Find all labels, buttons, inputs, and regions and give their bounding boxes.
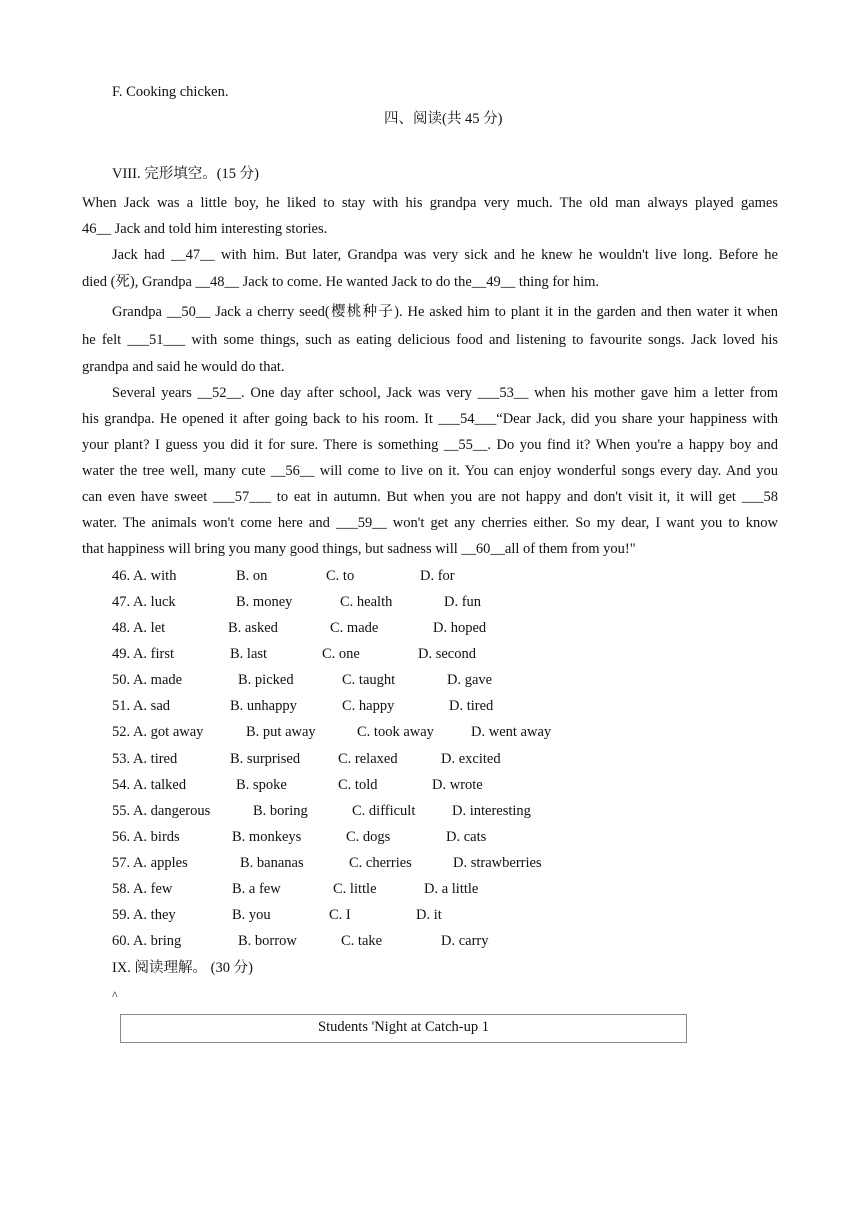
option-b: B. on [236, 568, 268, 584]
cloze-p4-line6: water. The animals won't come here and ___59__ won't get any cherries either. So my dear, I want you to know [82, 515, 778, 531]
cloze-p1-line2: 46__ Jack and told him interesting stories. [82, 221, 328, 237]
option-c: C. taught [342, 672, 396, 688]
option-b: B. you [232, 907, 271, 923]
option-d: D. strawberries [453, 855, 542, 871]
passage-title-box [120, 1014, 687, 1043]
option-a: 46. A. with [112, 568, 177, 584]
reading-heading: IX. 阅读理解。 (30 分) [112, 960, 253, 976]
option-d: D. cats [446, 829, 487, 845]
cloze-p3-line2: he felt ___51___ with some things, such as eating delicious food and listening to favourite songs. Jack loved his [82, 332, 778, 348]
option-b: B. surprised [230, 751, 301, 767]
option-b: B. asked [228, 620, 278, 636]
cloze-p4-line7: that happiness will bring you many good things, but sadness will __60__all of them from you!" [82, 541, 636, 557]
option-c: C. take [341, 933, 383, 949]
option-d: D. carry [441, 933, 489, 949]
option-b: B. spoke [236, 777, 287, 793]
option-a: 47. A. luck [112, 594, 176, 610]
option-c: C. to [326, 568, 355, 584]
option-d: D. it [416, 907, 442, 923]
caret-marker: ^ [112, 988, 118, 1002]
option-d: D. interesting [452, 803, 531, 819]
option-a: 54. A. talked [112, 777, 187, 793]
option-c: C. took away [357, 724, 434, 740]
option-a: 60. A. bring [112, 933, 182, 949]
cloze-p4-line3: your plant? I guess you did it for sure. There is something __55__. Do you find it? When you're a happy boy and [82, 437, 778, 453]
cloze-p4-line1: Several years __52__. One day after school, Jack was very ___53__ when his mother gave him a letter from [112, 385, 778, 401]
option-b: B. picked [238, 672, 294, 688]
cloze-p3-line1: Grandpa __50__ Jack a cherry seed(樱桃种子). He asked him to plant it in the garden and then water it when [112, 304, 778, 320]
option-b: B. unhappy [230, 698, 297, 714]
option-c: C. little [333, 881, 377, 897]
cloze-p4-line5: can even have sweet ___57___ to eat in autumn. But when you are not happy and don't visit it, it will get ___58 [82, 489, 778, 505]
option-c: C. one [322, 646, 360, 662]
option-b: B. bananas [240, 855, 304, 871]
option-a: 50. A. made [112, 672, 183, 688]
option-b: B. borrow [238, 933, 297, 949]
option-a: 52. A. got away [112, 724, 204, 740]
option-b: B. last [230, 646, 268, 662]
cloze-p1-line1: When Jack was a little boy, he liked to stay with his grandpa very much. The old man always played games [82, 195, 778, 211]
option-a: 53. A. tired [112, 751, 178, 767]
option-d: D. wrote [432, 777, 483, 793]
cloze-p2-line2: died (死), Grandpa __48__ Jack to come. He wanted Jack to do the__49__ thing for him. [82, 274, 600, 290]
option-b: B. a few [232, 881, 281, 897]
option-a: 55. A. dangerous [112, 803, 211, 819]
cloze-heading: VIII. 完形填空。(15 分) [112, 166, 259, 182]
option-a: 59. A. they [112, 907, 176, 923]
option-c: C. health [340, 594, 393, 610]
option-b: B. money [236, 594, 293, 610]
option-d: D. fun [444, 594, 482, 610]
cloze-p2-line1: Jack had __47__ with him. But later, Grandpa was very sick and he knew he wouldn't live long. Before he [112, 247, 778, 263]
cloze-p4-line2: his grandpa. He opened it after going back to his room. It ___54___“Dear Jack, did you share your happiness with [82, 411, 778, 427]
option-a: 57. A. apples [112, 855, 188, 871]
option-c: C. cherries [349, 855, 412, 871]
option-d: D. second [418, 646, 476, 662]
option-d: D. went away [471, 724, 552, 740]
option-d: D. a little [424, 881, 479, 897]
option-c: C. difficult [352, 803, 416, 819]
option-c: C. relaxed [338, 751, 398, 767]
option-f-line: F. Cooking chicken. [112, 84, 229, 100]
cloze-p3-line3: grandpa and said he would do that. [82, 359, 285, 375]
option-d: D. for [420, 568, 455, 584]
option-c: C. I [329, 907, 351, 923]
option-a: 49. A. first [112, 646, 175, 662]
option-d: D. gave [447, 672, 493, 688]
option-c: C. happy [342, 698, 395, 714]
option-a: 58. A. few [112, 881, 173, 897]
option-d: D. excited [441, 751, 501, 767]
option-c: C. told [338, 777, 378, 793]
option-c: C. made [330, 620, 379, 636]
option-b: B. boring [253, 803, 308, 819]
cloze-p4-line4: water the tree well, many cute __56__ will come to live on it. You can enjoy wonderful songs every day. And you [82, 463, 778, 479]
section-title: 四、阅读(共 45 分) [384, 111, 503, 127]
option-d: D. hoped [433, 620, 487, 636]
option-b: B. put away [246, 724, 316, 740]
option-b: B. monkeys [232, 829, 302, 845]
option-a: 51. A. sad [112, 698, 170, 714]
option-d: D. tired [449, 698, 494, 714]
option-a: 48. A. let [112, 620, 166, 636]
option-c: C. dogs [346, 829, 391, 845]
option-a: 56. A. birds [112, 829, 180, 845]
passage-title: Students 'Night at Catch-up 1 [318, 1019, 489, 1035]
